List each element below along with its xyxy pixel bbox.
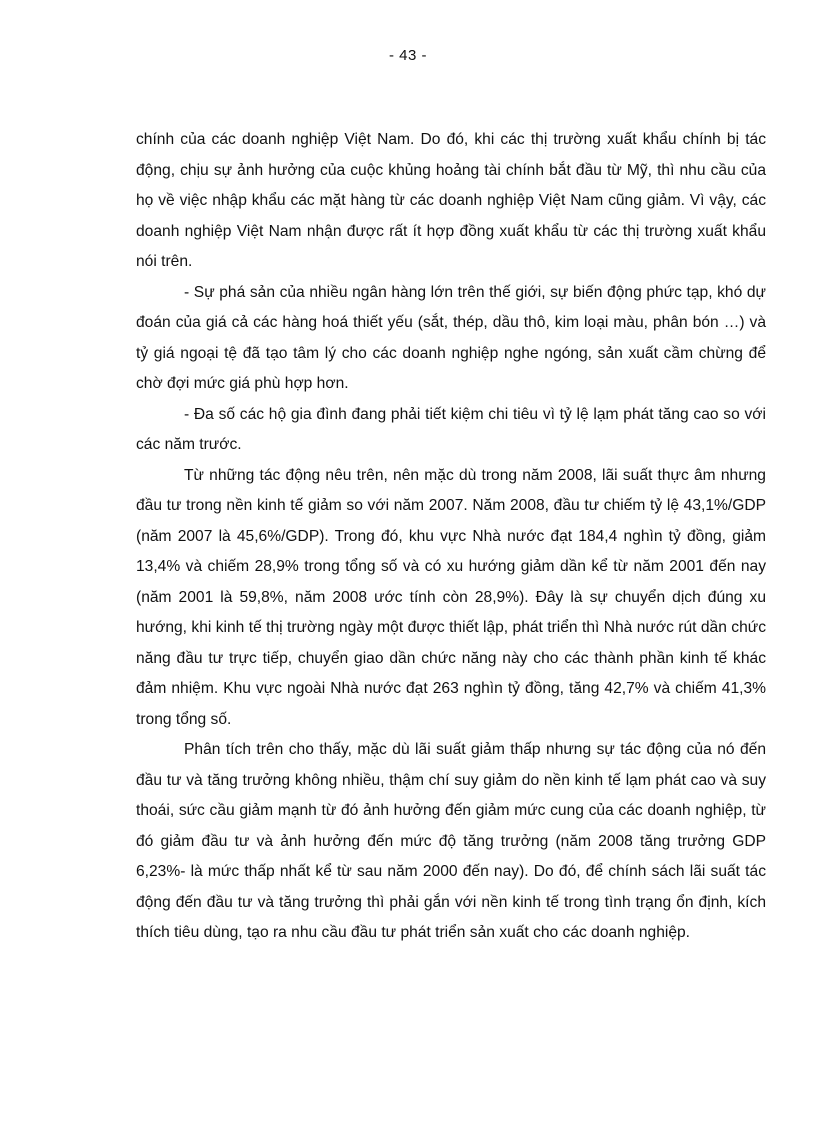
paragraph-investment-2008: Từ những tác động nêu trên, nên mặc dù trong năm 2008, lãi suất thực âm nhưng đầu tư trong nền kinh tế giảm so với năm 2007. Năm 2008, đầu tư chiếm tỷ lệ 43,1%/GDP (năm 2007 là 45,6%/GDP). Trong đó, khu vực Nhà nước đạt 184,4 nghìn tỷ đồng, giảm 13,4% và chiếm 28,9% trong tổng số và có xu hướng giảm dần kể từ năm 2001 đến nay (năm 2001 là 59,8%, năm 2008 ước tính còn 28,9%). Đây là sự chuyển dịch đúng xu hướng, khi kinh tế thị trường ngày một được thiết lập, phát triển thì Nhà nước rút dần chức năng đầu tư trực tiếp, chuyển giao dần chức năng này cho các thành phần kinh tế khác đảm nhiệm. Khu vực ngoài Nhà nước đạt 263 nghìn tỷ đồng, tăng 42,7% và chiếm 41,3% trong tổng số. [136,466,766,728]
body-text [136,125,766,949]
paragraph-analysis-conclusion: Phân tích trên cho thấy, mặc dù lãi suất giảm thấp nhưng sự tác động của nó đến đầu tư và tăng trưởng không nhiều, thậm chí suy giảm do nền kinh tế lạm phát cao và suy thoái, sức cầu giảm mạnh từ đó ảnh hưởng đến giảm mức cung của các doanh nghiệp, từ đó giảm đầu tư và ảnh hưởng đến mức độ tăng trưởng (năm 2008 tăng trưởng GDP 6,23%- là mức thấp nhất kể từ sau năm 2000 đến nay). Do đó, để chính sách lãi suất tác động đến đầu tư và tăng trưởng thì phải gắn với nền kinh tế trong tình trạng ổn định, kích thích tiêu dùng, tạo ra nhu cầu đầu tư phát triển sản xuất cho các doanh nghiệp. [136,741,766,941]
page-number: - 43 - [388,47,427,64]
paragraph-continuation: chính của các doanh nghiệp Việt Nam. Do đó, khi các thị trường xuất khẩu chính bị tác động, chịu sự ảnh hưởng của cuộc khủng hoảng tài chính bắt đầu từ Mỹ, thì nhu cầu của họ về việc nhập khẩu các mặt hàng từ các doanh nghiệp Việt Nam cũng giảm. Vì vậy, các doanh nghiệp Việt Nam nhận được rất ít hợp đồng xuất khẩu từ các thị trường xuất khẩu nói trên. [136,131,766,270]
paragraph-bullet-bank-failures: - Sự phá sản của nhiều ngân hàng lớn trên thế giới, sự biến động phức tạp, khó dự đoán của giá cả các hàng hoá thiết yếu (sắt, thép, dầu thô, kim loại màu, phân bón …) và tỷ giá ngoại tệ đã tạo tâm lý cho các doanh nghiệp nghe ngóng, sản xuất cầm chừng để chờ đợi mức giá phù hợp hơn. [136,283,766,392]
paragraph-bullet-household-savings: - Đa số các hộ gia đình đang phải tiết kiệm chi tiêu vì tỷ lệ lạm phát tăng cao so với các năm trước. [136,405,766,453]
